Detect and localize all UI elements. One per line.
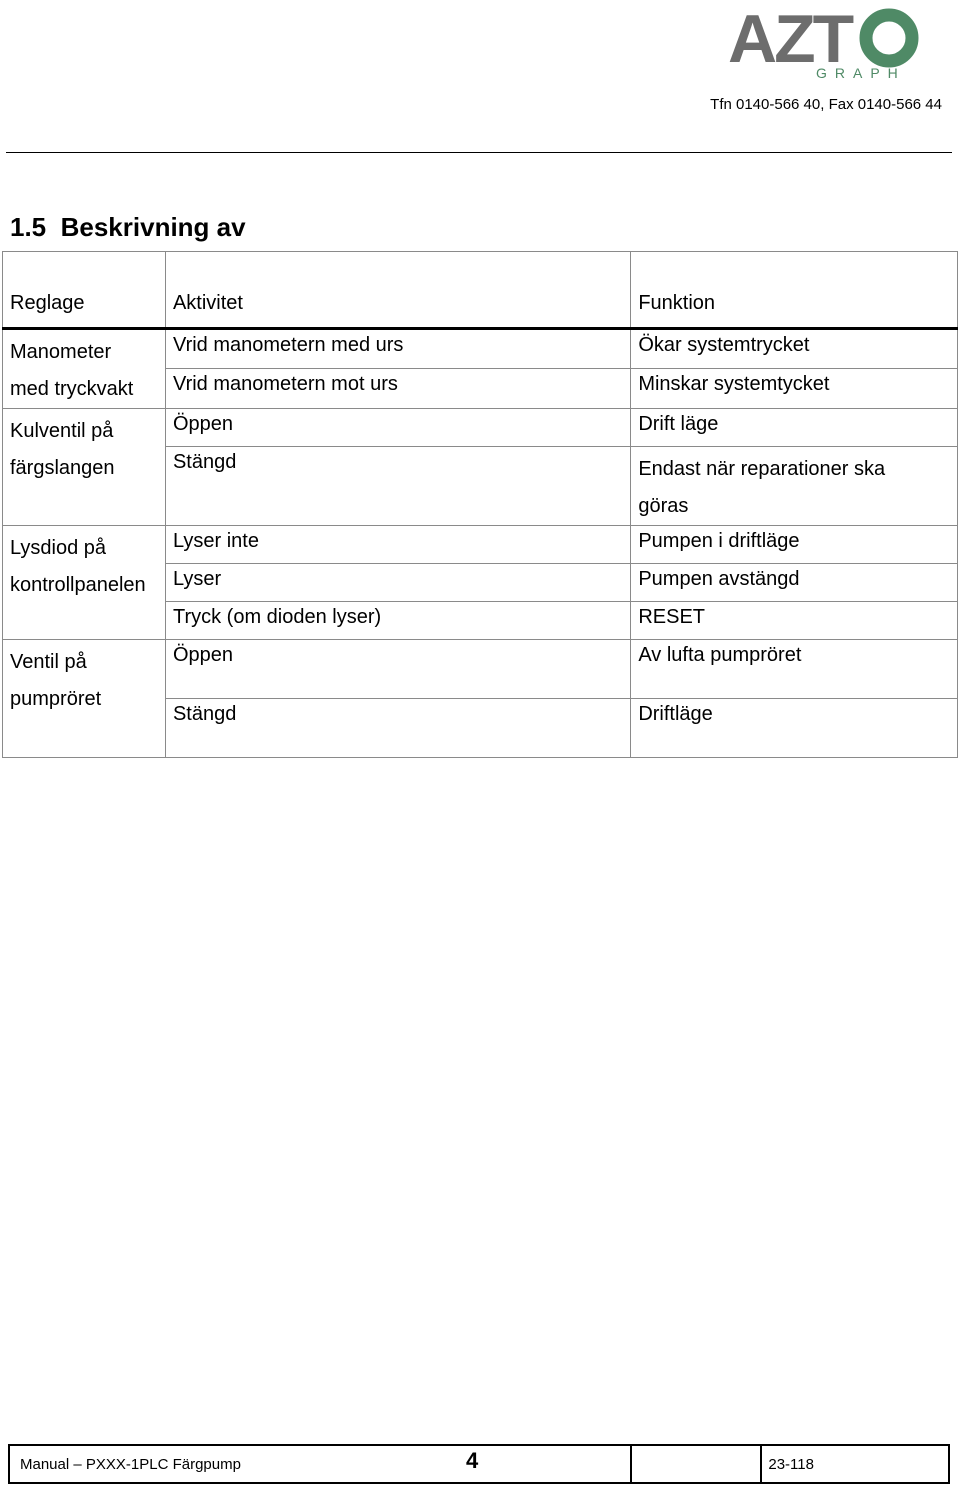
footer-empty-cell — [631, 1445, 762, 1483]
header-reglage: Reglage — [3, 252, 166, 329]
activity-cell: Vrid manometern med urs — [165, 329, 630, 369]
footer-manual-title: Manual – PXXX-1PLC Färgpump — [20, 1455, 241, 1473]
control-label: Kulventil på — [10, 420, 114, 442]
contact-info: Tfn 0140-566 40, Fax 0140-566 44 — [710, 96, 942, 113]
control-cell — [3, 329, 166, 409]
control-label: färgslangen — [10, 457, 115, 479]
table-row — [3, 526, 958, 564]
section-title: Beskrivning av — [60, 212, 246, 242]
activity-cell: Tryck (om dioden lyser) — [165, 602, 630, 640]
header-funktion: Funktion — [631, 252, 958, 329]
activity-cell: Stängd — [165, 447, 630, 526]
function-cell: Av lufta pumpröret — [631, 640, 958, 699]
header-aktivitet: Aktivitet — [165, 252, 630, 329]
function-cell: Ökar systemtrycket — [631, 329, 958, 369]
control-label: med tryckvakt — [10, 378, 134, 400]
header-divider — [6, 152, 952, 153]
control-cell — [3, 526, 166, 640]
function-cell: Drift läge — [631, 409, 958, 447]
footer-doc-code: 23-118 — [761, 1445, 949, 1483]
function-cell — [631, 447, 958, 526]
function-cell: Pumpen i driftläge — [631, 526, 958, 564]
activity-cell: Lyser — [165, 564, 630, 602]
table-row — [3, 329, 958, 369]
activity-cell: Öppen — [165, 409, 630, 447]
function-cell: RESET — [631, 602, 958, 640]
footer-manual-cell — [9, 1445, 631, 1483]
table-header-row — [3, 252, 958, 329]
table-row — [3, 640, 958, 699]
control-label: Ventil på — [10, 651, 87, 673]
control-label: pumpröret — [10, 688, 102, 710]
svg-text:GRAPH: GRAPH — [816, 65, 906, 81]
table-row — [3, 409, 958, 447]
activity-cell: Lyser inte — [165, 526, 630, 564]
svg-text:AZT: AZT — [728, 2, 852, 77]
page-footer — [8, 1444, 950, 1484]
function-cell: Driftläge — [631, 699, 958, 758]
function-line: göras — [638, 495, 689, 517]
control-cell — [3, 409, 166, 526]
control-label: Manometer — [10, 341, 112, 363]
activity-cell: Öppen — [165, 640, 630, 699]
activity-cell: Stängd — [165, 699, 630, 758]
azto-graph-logo — [726, 2, 926, 82]
section-number: 1.5 — [10, 212, 47, 242]
control-label: Lysdiod på — [10, 537, 106, 559]
activity-cell: Vrid manometern mot urs — [165, 369, 630, 409]
control-label: kontrollpanelen — [10, 574, 146, 596]
page-number: 4 — [466, 1448, 479, 1473]
function-line: Endast när reparationer ska — [638, 458, 886, 480]
controls-table — [2, 251, 958, 758]
function-cell: Pumpen avstängd — [631, 564, 958, 602]
function-cell: Minskar systemtycket — [631, 369, 958, 409]
control-cell — [3, 640, 166, 758]
section-heading — [10, 212, 246, 243]
